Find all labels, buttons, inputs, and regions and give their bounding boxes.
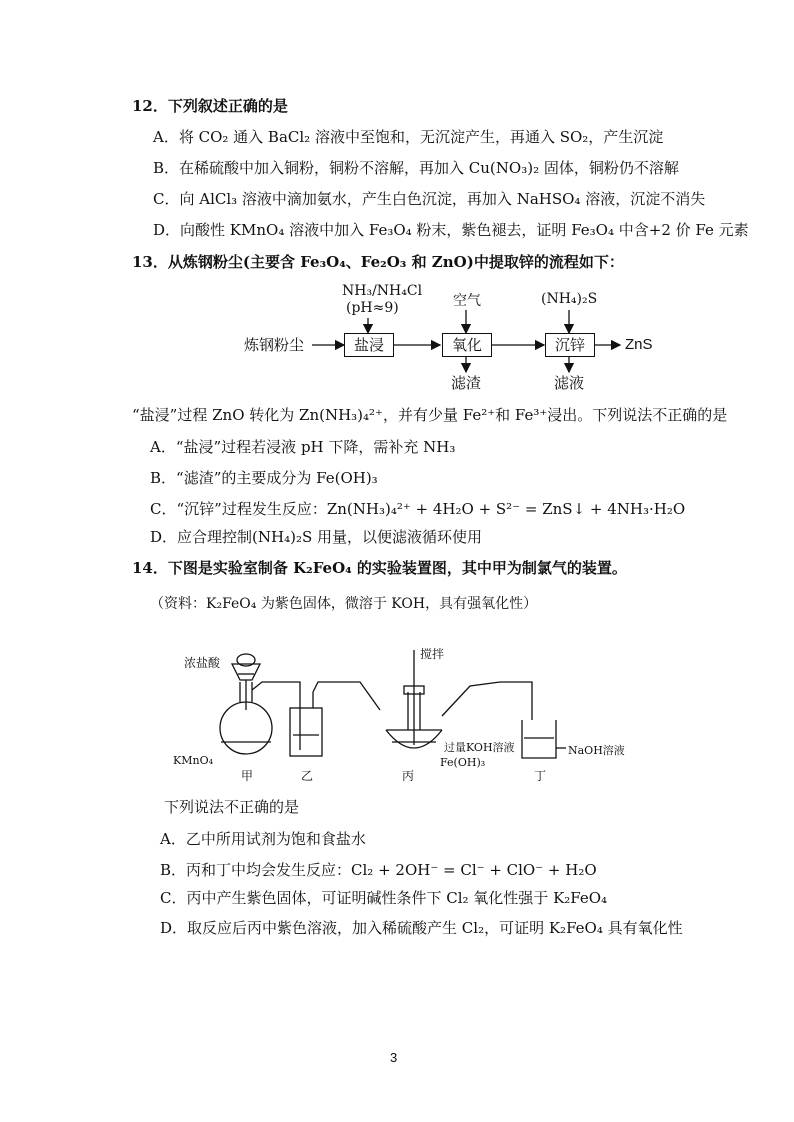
q13-info: “盐浸”过程 ZnO 转化为 Zn(NH₃)₄²⁺，并有少量 Fe²⁺和 Fe³⁺浸出。下列说法不正确的是 [132, 406, 728, 424]
q12-option-c: C．向 AlCl₃ 溶液中滴加氨水，产生白色沉淀，再加入 NaHSO₄ 溶液，沉淀不消失 [153, 190, 706, 208]
flow-reagent3: (NH₄)₂S [541, 291, 598, 307]
q12-stem: 12．下列叙述正确的是 [132, 97, 288, 115]
label-naoh: NaOH溶液 [568, 744, 625, 757]
q13-option-b: B．“滤渣”的主要成分为 Fe(OH)₃ [150, 469, 378, 487]
label-feoh3: Fe(OH)₃ [440, 756, 486, 769]
q14-option-c: C．丙中产生紫色固体，可证明碱性条件下 Cl₂ 氧化性强于 K₂FeO₄ [160, 889, 608, 907]
q12-option-b: B．在稀硫酸中加入铜粉，铜粉不溶解，再加入 Cu(NO₃)₂ 固体，铜粉仍不溶解 [153, 159, 679, 177]
flow-out-residue: 滤渣 [451, 374, 482, 392]
label-jia: 甲 [241, 769, 254, 783]
q14-option-b: B．丙和丁中均会发生反应：Cl₂ + 2OH⁻ = Cl⁻ + ClO⁻ + H₂O [160, 861, 597, 879]
flask-jia [220, 654, 300, 754]
flow-start: 炼钢粉尘 [244, 336, 305, 354]
label-bing: 丙 [402, 769, 415, 783]
label-acid: 浓盐酸 [184, 656, 221, 670]
q14-stem: 14．下图是实验室制备 K₂FeO₄ 的实验装置图，其中甲为制氯气的装置。 [132, 559, 627, 577]
label-stir: 搅拌 [420, 647, 445, 661]
flow-out-filtrate: 滤液 [554, 374, 585, 392]
flow-product: ZnS [625, 336, 653, 353]
flow-reagent1-line1: NH₃/NH₄Cl [342, 283, 423, 299]
q12-option-a: A．将 CO₂ 通入 BaCl₂ 溶液中至饱和，无沉淀产生，再通入 SO₂，产生沉淀 [153, 128, 664, 146]
q13-option-d: D．应合理控制(NH₄)₂S 用量，以便滤液循环使用 [150, 528, 483, 546]
page-number: 3 [390, 1050, 398, 1065]
beaker-ding [522, 720, 566, 758]
flow-reagent2: 空气 [453, 293, 481, 309]
flow-box-oxidation: 氧化 [442, 333, 492, 357]
bottle-yi [290, 682, 380, 756]
flask-bing [386, 650, 532, 748]
apparatus-diagram [0, 630, 794, 790]
flow-box-zinc-precipitation: 沉锌 [545, 333, 595, 357]
flow-box-salt-leach: 盐浸 [344, 333, 394, 357]
q13-option-c: C．“沉锌”过程发生反应：Zn(NH₃)₄²⁺ + 4H₂O + S²⁻ = ZnS↓ + 4NH₃·H₂O [150, 500, 686, 518]
flow-reagent1-line2: (pH≈9) [346, 300, 399, 316]
q14-stem2: 下列说法不正确的是 [164, 798, 300, 816]
label-koh: 过量KOH溶液 [444, 741, 515, 754]
q12-option-d: D．向酸性 KMnO₄ 溶液中加入 Fe₃O₄ 粉末，紫色褪去，证明 Fe₃O₄ 中含+2 价 Fe 元素 [153, 221, 749, 239]
q14-note: （资料：K₂FeO₄ 为紫色固体，微溶于 KOH，具有强氧化性） [150, 596, 538, 612]
label-kmno4: KMnO₄ [173, 754, 213, 767]
q13-option-a: A．“盐浸”过程若浸液 pH 下降，需补充 NH₃ [150, 438, 456, 456]
label-yi: 乙 [301, 769, 314, 783]
q14-option-a: A．乙中所用试剂为饱和食盐水 [160, 830, 366, 848]
q13-stem: 13．从炼钢粉尘(主要含 Fe₃O₄、Fe₂O₃ 和 ZnO)中提取锌的流程如下： [132, 253, 624, 271]
label-ding: 丁 [534, 769, 547, 783]
q14-option-d: D．取反应后丙中紫色溶液，加入稀硫酸产生 Cl₂，可证明 K₂FeO₄ 具有氧化性 [160, 919, 683, 937]
